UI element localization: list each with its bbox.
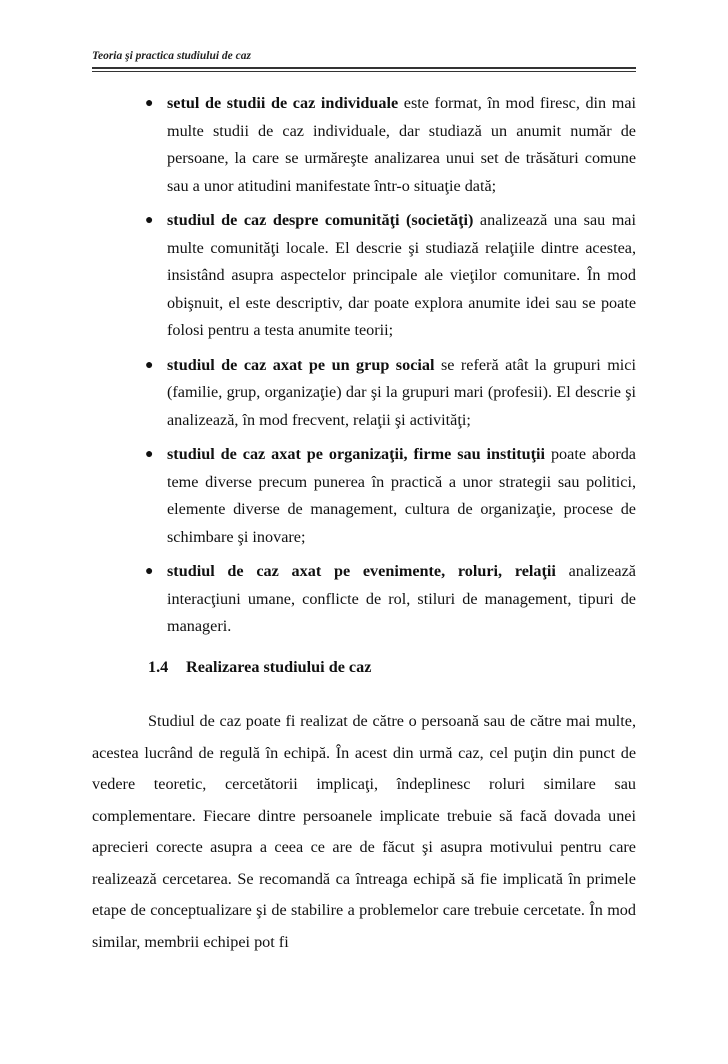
bullet-term: studiul de caz axat pe un grup social (167, 355, 435, 374)
bullet-term: studiul de caz axat pe organizaţii, firme sau instituţii (167, 445, 546, 463)
bullet-text: este format, în mod firesc, din mai multe studii de caz individuale, dar studiază un anumit număr de persoane, la care se urmăreşte analizarea unui set de trăsături comune sau a unor atitudini manifestate într-o situaţie dată; (167, 94, 637, 195)
list-item (140, 558, 636, 641)
bullet-term: studiul de caz despre comunităţi (societăţi) (167, 211, 474, 229)
section-number: 1.4 (148, 658, 169, 676)
bullet-icon: ● (145, 96, 154, 111)
bullet-icon: ● (145, 357, 154, 373)
case-study-types-list (140, 90, 636, 648)
bullet-text: analizează interacţiuni umane, conflicte de rol, stiluri de management, tipuri de manageri. (167, 562, 636, 635)
section-title: Realizarea studiului de caz (186, 658, 372, 676)
bullet-text: se referă atât la grupuri mici (familie, grup, organizaţie) dar şi la grupuri mari (profesii). El descrie şi analizează, în mod frecvent, relaţii şi activităţi; (167, 355, 636, 429)
bullet-term: studiul de caz axat pe evenimente, roluri, relaţii (167, 562, 556, 580)
body-paragraph: Studiul de caz poate fi realizat de către o persoană sau de către mai multe, acestea lucrând de regulă în echipă. În acest din urmă caz, cel puţin din punct de vedere teoretic, cercetătorii implicaţi, îndeplinesc roluri similare sau complementare. Fiecare dintre persoanele implicate trebuie să facă dovada unei aprecieri corecte asupra a ceea ce are de făcut şi asupra motivului pentru care realizează cercetarea. Se recomandă ca întreaga echipă să fie implicată în primele etape de conceptualizare şi de stabilire a problemelor care trebuie cercetate. În mod similar, membrii echipei pot fi (92, 712, 636, 951)
list-item (140, 441, 636, 551)
bullet-text: analizează una sau mai multe comunităţi locale. El descrie şi studiază relaţiile dintre acestea, insistând asupra aspectelor principale ale vieţilor comunitare. În mod obişnuit, el este descriptiv, dar poate explora anumite idei sau se poate folosi pentru a testa anumite teorii; (167, 211, 636, 339)
bullet-icon: ● (145, 564, 154, 579)
bullet-icon: ● (145, 447, 154, 462)
bullet-text: poate aborda teme diverse precum punerea în practică a unor strategii sau politici, elemente diverse de management, cultura de organizaţie, procese de schimbare şi inovare; (167, 445, 636, 546)
section-heading (148, 654, 371, 682)
bullet-icon: ● (145, 213, 154, 228)
header-rule-thin (92, 71, 636, 72)
running-header: Teoria şi practica studiului de caz (92, 50, 251, 62)
bullet-term: setul de studii de caz individuale (167, 94, 399, 112)
list-item (140, 90, 636, 200)
list-item (140, 207, 636, 345)
header-rule (92, 67, 636, 69)
list-item (140, 352, 636, 435)
